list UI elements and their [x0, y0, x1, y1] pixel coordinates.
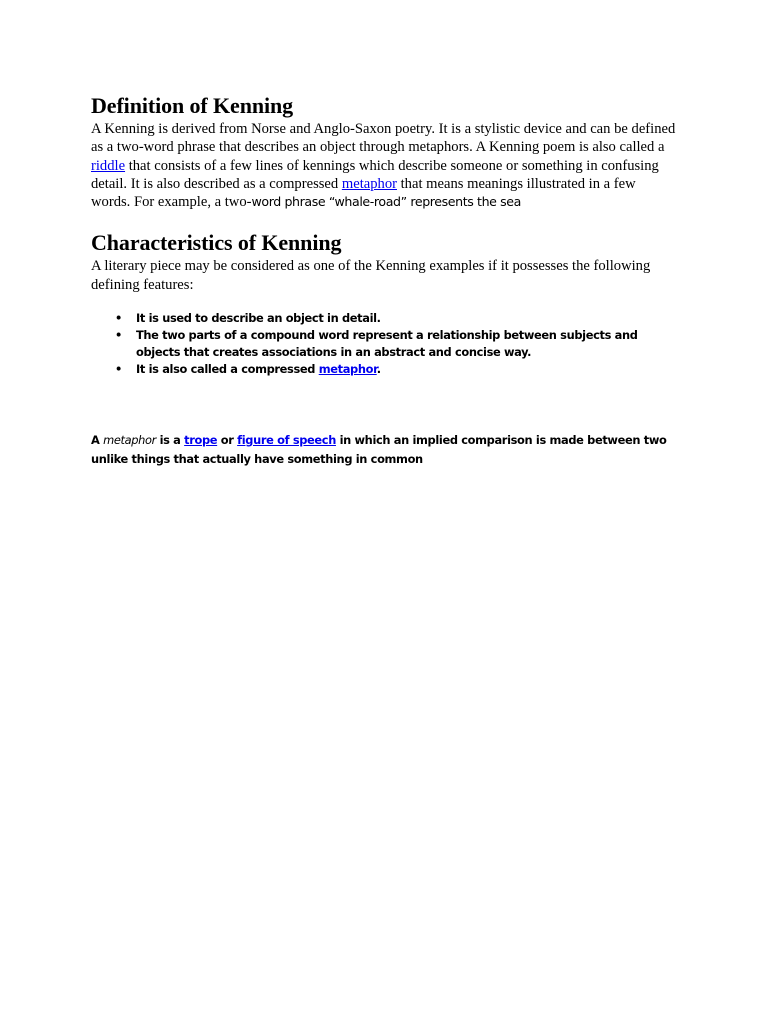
note-prefix: A [91, 433, 104, 448]
list-item-text: It is also called a compressed [136, 362, 319, 377]
bullet-icon: • [115, 328, 122, 343]
note-is-a: is a [155, 433, 185, 448]
characteristics-intro: A literary piece may be considered as one of the Kenning examples if it possesses the following defining features: [91, 258, 651, 293]
definition-text-3: that means meanings illustrated in a few words. For example, a two- [91, 175, 636, 211]
features-list [91, 310, 678, 378]
definition-paragraph [91, 120, 678, 211]
heading-definition: Definition of Kenning [91, 93, 294, 118]
list-item-end: . [376, 362, 381, 377]
list-item-text: The two parts of a compound word represent a relationship between subjects and objects that creates associations in an abstract and concise way. [136, 328, 638, 360]
list-item [115, 310, 678, 327]
metaphor-link-2[interactable]: metaphor [318, 362, 377, 377]
note-rest: in which an implied comparison is made between two unlike things that actually have something in common [91, 433, 667, 466]
figure-of-speech-link[interactable]: figure of speech [237, 433, 336, 448]
bullet-icon: • [115, 311, 122, 326]
list-item [115, 327, 678, 361]
metaphor-link[interactable]: metaphor [341, 175, 397, 192]
trope-link[interactable]: trope [184, 433, 218, 448]
metaphor-note [91, 431, 678, 468]
list-item-text: It is used to describe an object in detail. [136, 311, 381, 326]
note-term: metaphor [103, 433, 156, 448]
list-item [115, 361, 678, 378]
note-or: or [217, 433, 238, 448]
bullet-icon: • [115, 362, 122, 377]
heading-characteristics: Characteristics of Kenning [91, 230, 342, 256]
definition-text-2: that consists of a few lines of kennings which describe someone or something in confusing detail. It is also described as a compressed [91, 157, 659, 192]
riddle-link[interactable]: riddle [91, 157, 126, 174]
definition-text-4: word phrase “whale-road” represents the sea [251, 194, 521, 210]
definition-text-1: A Kenning is derived from Norse and Anglo-Saxon poetry. It is a stylistic device and can be defined as a two-word phrase that describes an object through metaphors. A Kenning poem is also called a [91, 121, 676, 156]
